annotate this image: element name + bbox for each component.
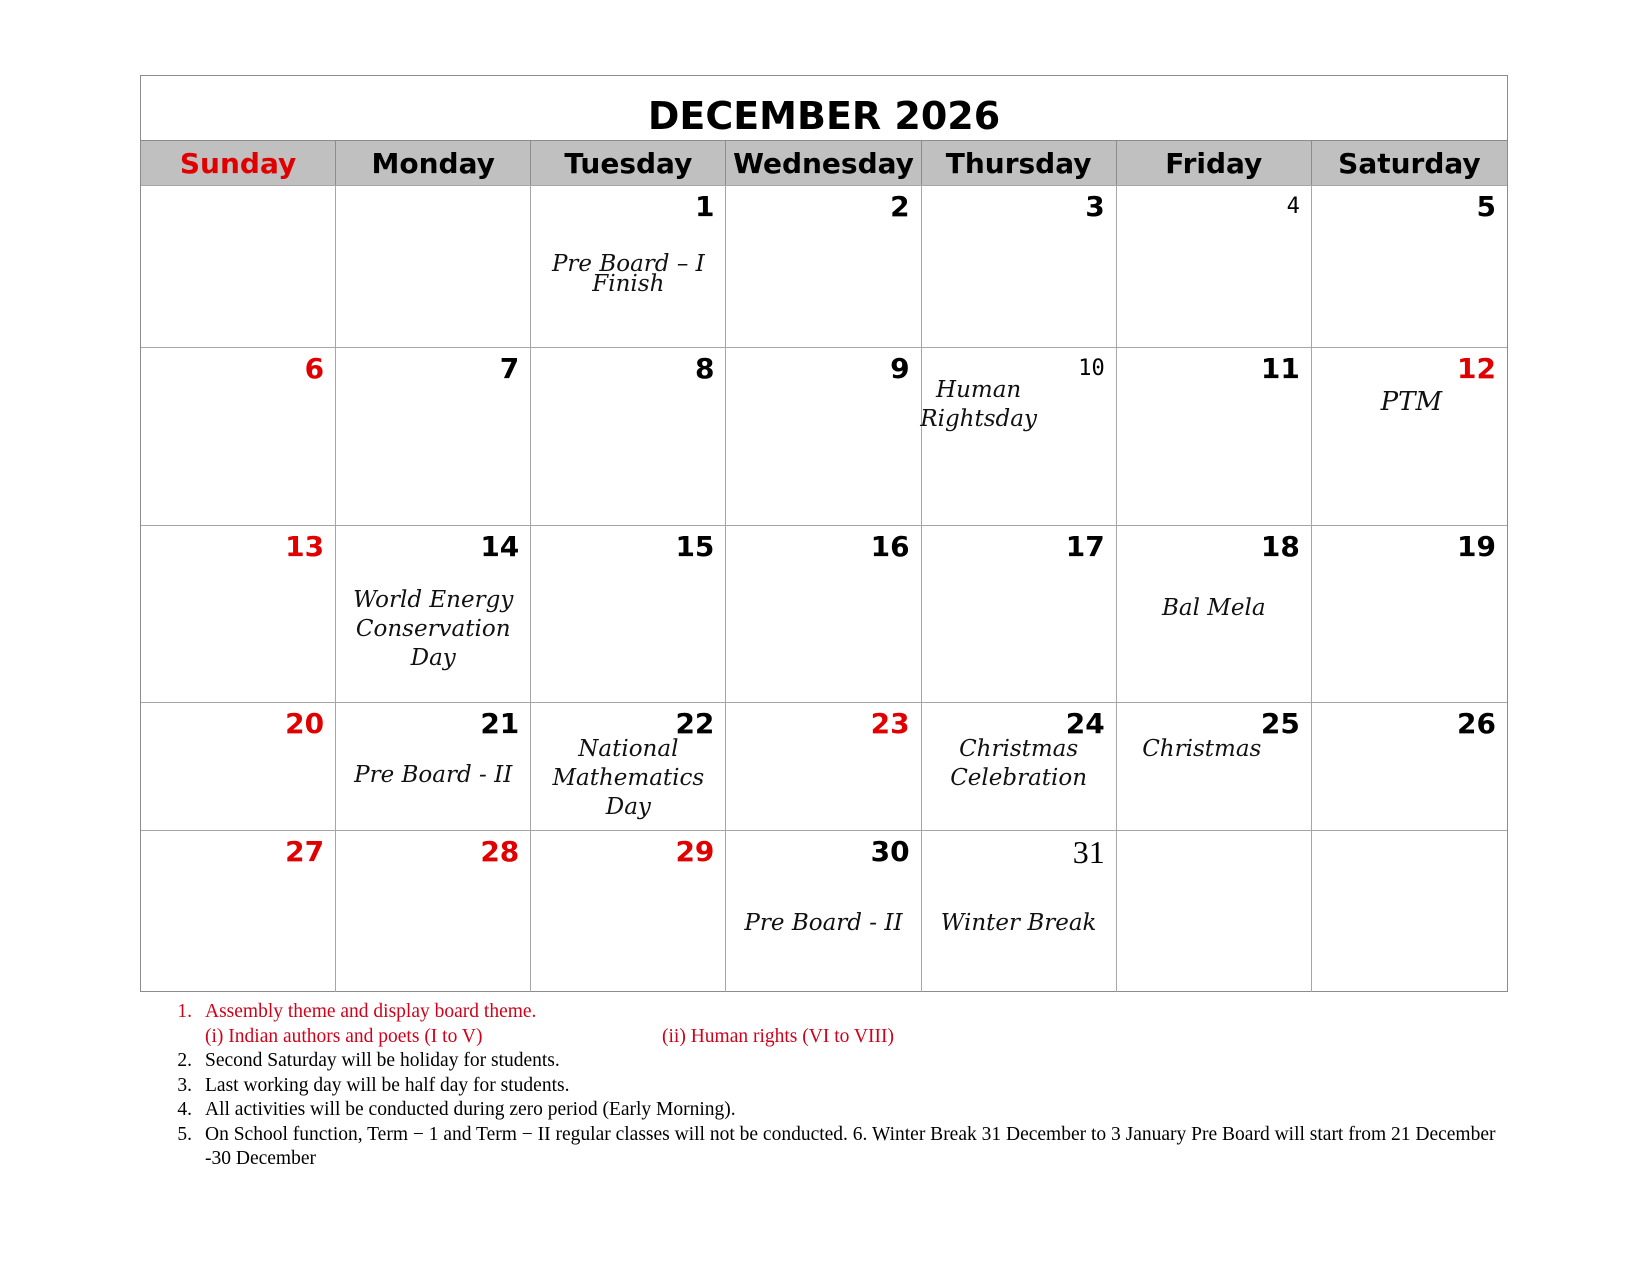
day-header-saturday: Saturday: [1312, 140, 1507, 185]
day-number: 10: [1078, 356, 1105, 381]
day-cell: [1312, 830, 1507, 992]
day-header-friday: Friday: [1117, 140, 1312, 185]
notes-list: [140, 1000, 1520, 1172]
note-text: Last working day will be half day for students.: [205, 1074, 570, 1096]
day-cell: [336, 347, 531, 525]
day-number: 25: [1260, 707, 1300, 740]
note-item: [140, 1074, 1520, 1099]
day-number: 4: [1286, 194, 1300, 219]
day-number: 12: [1457, 352, 1496, 385]
day-cell: [1312, 702, 1507, 830]
note-number: 2.: [177, 1050, 192, 1071]
day-cell: [1117, 702, 1312, 830]
day-cell: [1312, 185, 1507, 347]
event-label: National Mathematics Day: [552, 736, 705, 820]
day-number: 31: [1072, 834, 1105, 870]
day-cell: [1117, 525, 1312, 702]
day-header-monday: Monday: [336, 140, 531, 185]
day-header-tuesday: Tuesday: [531, 140, 726, 185]
day-cell: [1117, 347, 1312, 525]
day-number: 7: [499, 352, 520, 385]
day-cell: [531, 830, 726, 992]
day-number: 18: [1260, 530, 1300, 563]
day-cell: [922, 185, 1117, 347]
note-sub-item: (ii) Human rights (VI to VIII): [662, 1025, 894, 1047]
day-cell: [141, 702, 336, 830]
day-number: 1: [694, 190, 715, 223]
event-label: Winter Break: [940, 910, 1097, 936]
day-cell: [1312, 347, 1507, 525]
day-cell: [531, 525, 726, 702]
note-sub-item: (i) Indian authors and poets (I to V): [205, 1025, 483, 1047]
day-number: 13: [285, 530, 325, 563]
day-header-thursday: Thursday: [922, 140, 1117, 185]
day-cell: [141, 347, 336, 525]
note-text: Assembly theme and display board theme.: [205, 1001, 537, 1022]
day-cell: [531, 702, 726, 830]
day-number: 3: [1085, 190, 1105, 223]
day-cell: [726, 702, 921, 830]
day-cell: [531, 185, 726, 347]
day-cell: [141, 525, 336, 702]
day-number: 26: [1457, 707, 1496, 740]
note-number: 4.: [177, 1099, 192, 1120]
day-number: 11: [1260, 352, 1300, 385]
day-cell: [922, 347, 1117, 525]
note-item: [140, 1000, 1520, 1025]
day-number: 5: [1476, 190, 1496, 223]
day-number: 24: [1065, 707, 1105, 740]
day-cell: [726, 185, 921, 347]
event-label: Christmas: [1142, 736, 1262, 762]
day-cell: [141, 830, 336, 992]
note-number: 1.: [177, 1001, 192, 1022]
note-number: 3.: [177, 1074, 192, 1096]
event-label: Pre Board - II: [354, 762, 513, 788]
day-cell: [1117, 830, 1312, 992]
day-cell: [726, 830, 921, 992]
day-number: 15: [675, 530, 715, 563]
day-cell: [1117, 185, 1312, 347]
day-number: 17: [1065, 530, 1105, 563]
day-cell: [531, 347, 726, 525]
day-number: 20: [285, 707, 325, 740]
day-cell: [726, 525, 921, 702]
event-label: Human Rightsday: [920, 377, 1037, 432]
day-number: 2: [890, 190, 910, 223]
note-text: Second Saturday will be holiday for students.: [205, 1050, 560, 1071]
note-item: [140, 1098, 1520, 1123]
event-label: Pre Board – I Finish: [551, 251, 705, 297]
note-item: [140, 1049, 1520, 1074]
note-text: On School function, Term − 1 and Term − II regular classes will not be conducted. 6. Winter Break 31 December to 3 January Pre Board will start from 21 December -30 December: [205, 1123, 1496, 1169]
day-number: 22: [675, 707, 715, 740]
event-label: Christmas Celebration: [950, 736, 1088, 791]
calendar-grid: [141, 140, 1507, 991]
day-cell: [336, 185, 531, 347]
calendar-title: DECEMBER 2026: [647, 94, 1001, 138]
day-number: 28: [480, 835, 520, 868]
event-label: World Energy Conservation Day: [353, 587, 514, 671]
day-cell: [726, 347, 921, 525]
note-number: 5.: [177, 1123, 192, 1145]
day-number: 9: [890, 352, 910, 385]
event-label: Bal Mela: [1162, 595, 1266, 621]
day-number: 19: [1457, 530, 1496, 563]
day-header-wednesday: Wednesday: [726, 140, 921, 185]
day-header-sunday: Sunday: [141, 140, 336, 185]
day-number: 14: [480, 530, 520, 563]
day-number: 21: [480, 707, 520, 740]
day-number: 8: [694, 352, 715, 385]
event-label: PTM: [1380, 387, 1443, 417]
day-number: 23: [870, 707, 910, 740]
day-number: 16: [870, 530, 910, 563]
day-cell: [336, 525, 531, 702]
note-text: All activities will be conducted during zero period (Early Morning).: [205, 1099, 736, 1120]
day-number: 6: [304, 352, 325, 385]
day-number: 29: [675, 835, 715, 868]
day-cell: [922, 830, 1117, 992]
day-cell: [1312, 525, 1507, 702]
day-number: 27: [285, 835, 325, 868]
calendar: [140, 75, 1508, 992]
day-number: 30: [870, 835, 910, 868]
day-cell: [922, 525, 1117, 702]
day-cell: [141, 185, 336, 347]
day-cell: [336, 830, 531, 992]
note-subline: [140, 1025, 1520, 1050]
day-cell: [922, 702, 1117, 830]
note-item: [140, 1123, 1520, 1172]
day-cell: [336, 702, 531, 830]
event-label: Pre Board - II: [744, 910, 903, 936]
